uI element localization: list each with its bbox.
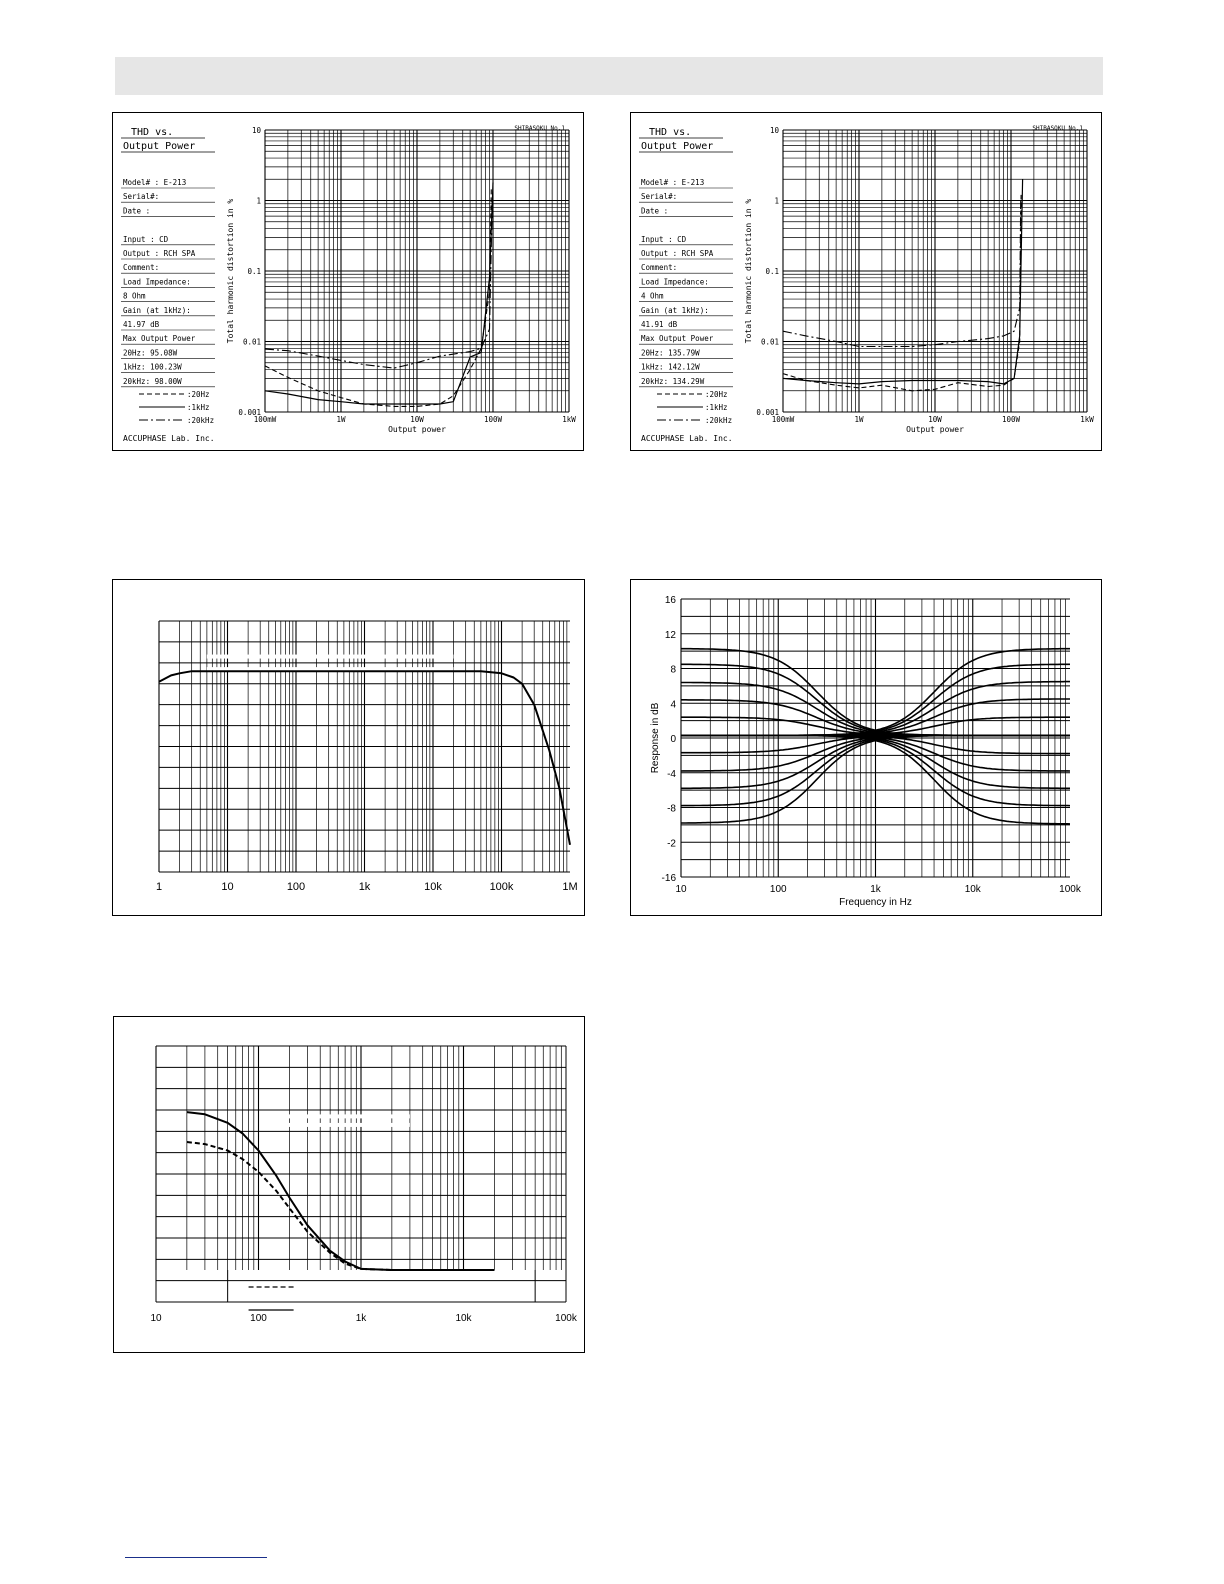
y-tick-label: -4 bbox=[667, 768, 676, 780]
x-tick-label: 1W bbox=[336, 415, 346, 424]
info-line: 1kHz: 100.23W bbox=[123, 362, 182, 372]
x-tick-label: 1W bbox=[854, 415, 864, 424]
info-line: Input : CD bbox=[641, 234, 687, 244]
chart-title-line: THD vs. bbox=[649, 127, 692, 138]
footer-rule bbox=[125, 1557, 267, 1558]
series-line-20Hz bbox=[783, 195, 1021, 391]
thd-8ohm-chart bbox=[113, 113, 583, 450]
y-tick-label: 0.001 bbox=[756, 408, 779, 417]
y-tick-label: 0.01 bbox=[760, 337, 779, 347]
y-tick-label: -16 bbox=[661, 873, 676, 884]
footer-text: ACCUPHASE Lab. Inc. bbox=[641, 434, 733, 443]
info-line: Gain (at 1kHz): bbox=[123, 305, 191, 315]
freq-response-chart bbox=[113, 580, 584, 915]
x-tick-label: 100 bbox=[250, 1313, 267, 1324]
y-tick-label: 0 bbox=[670, 734, 676, 745]
series-line-solid bbox=[187, 1112, 495, 1270]
info-line: 4 Ohm bbox=[641, 291, 664, 301]
thd-4ohm-panel bbox=[630, 112, 1102, 451]
x-tick-label: 10k bbox=[424, 881, 442, 893]
info-line: Max Output Power bbox=[123, 334, 196, 344]
stamp-text: SHIBASOKU No.1 bbox=[514, 125, 565, 132]
tone-control-panel bbox=[630, 579, 1102, 916]
legend-label: :20kHz bbox=[705, 416, 733, 425]
y-axis-label: Response in dB bbox=[650, 702, 661, 774]
x-tick-label: 10W bbox=[410, 415, 424, 424]
info-line: Model# : E-213 bbox=[123, 178, 187, 187]
x-tick-label: 10k bbox=[964, 884, 981, 895]
x-tick-label: 1M bbox=[562, 881, 578, 893]
info-line: Serial#: bbox=[123, 192, 160, 202]
info-line: Gain (at 1kHz): bbox=[641, 305, 709, 315]
y-tick-label: 10 bbox=[251, 126, 261, 135]
y-tick-label: 12 bbox=[664, 629, 676, 641]
series-line-dashed bbox=[187, 1142, 495, 1270]
x-tick-label: 10 bbox=[675, 884, 687, 895]
stamp-text: SHIBASOKU No.1 bbox=[1032, 125, 1083, 132]
y-tick-label: 16 bbox=[664, 595, 676, 606]
info-line: 20Hz: 95.08W bbox=[123, 348, 178, 358]
chart-title-line: Output Power bbox=[641, 141, 714, 152]
y-tick-label: 1 bbox=[256, 196, 261, 206]
x-tick-label: 100k bbox=[489, 881, 514, 893]
tone-control-chart bbox=[631, 580, 1101, 915]
info-line: Load Impedance: bbox=[123, 277, 191, 287]
y-tick-label: -8 bbox=[667, 803, 676, 815]
x-tick-label: 1kW bbox=[562, 415, 576, 424]
legend-label: :20Hz bbox=[705, 390, 728, 399]
info-line: Output : RCH SPA bbox=[123, 249, 196, 258]
x-tick-label: 100 bbox=[286, 881, 306, 893]
y-tick-label: 10 bbox=[769, 126, 779, 135]
thd-4ohm-chart bbox=[631, 113, 1101, 450]
info-line: Max Output Power bbox=[641, 334, 714, 344]
x-tick-label: 100W bbox=[1001, 415, 1021, 424]
x-axis-label: Frequency in Hz bbox=[839, 897, 912, 908]
x-axis-label: Output power bbox=[388, 425, 446, 434]
y-tick-label: 0.1 bbox=[247, 267, 261, 276]
x-tick-label: 1k bbox=[870, 884, 881, 895]
info-line: 20kHz: 134.29W bbox=[641, 376, 705, 386]
freq-response-panel bbox=[112, 579, 585, 916]
info-line: Serial#: bbox=[641, 192, 678, 202]
info-line: 20kHz: 98.00W bbox=[123, 376, 182, 386]
y-tick-label: 0.01 bbox=[242, 337, 261, 347]
x-tick-label: 10k bbox=[455, 1313, 472, 1324]
info-line: 20Hz: 135.79W bbox=[641, 348, 700, 358]
header-band bbox=[115, 57, 1103, 95]
info-line: Comment: bbox=[123, 263, 160, 273]
info-line: Input : CD bbox=[123, 234, 169, 244]
info-line: Date : bbox=[641, 206, 669, 216]
chart-title-line: Output Power bbox=[123, 141, 196, 152]
y-tick-label: 8 bbox=[670, 664, 676, 676]
series-line-20Hz bbox=[265, 188, 491, 406]
series-line-20kHz bbox=[265, 201, 492, 369]
info-line: Load Impedance: bbox=[641, 277, 709, 287]
x-tick-label: 10W bbox=[928, 415, 942, 424]
gap-strip bbox=[207, 655, 454, 659]
thd-8ohm-panel bbox=[112, 112, 584, 451]
legend-label: :1kHz bbox=[705, 403, 728, 412]
info-line: 1kHz: 142.12W bbox=[641, 362, 700, 372]
x-axis-label: Output power bbox=[906, 425, 964, 434]
legend-label: :1kHz bbox=[187, 403, 210, 412]
y-tick-label: 0.001 bbox=[238, 408, 261, 417]
x-tick-label: 10 bbox=[221, 881, 234, 893]
x-tick-label: 1k bbox=[355, 1313, 367, 1324]
series-line-20kHz bbox=[783, 201, 1021, 347]
series-line-1kHz bbox=[265, 183, 493, 405]
info-line: Date : bbox=[123, 206, 151, 216]
y-axis-label: Total harmonic distortion in % bbox=[226, 198, 235, 344]
x-tick-label: 100mW bbox=[253, 415, 277, 424]
gap-strip bbox=[267, 1114, 410, 1118]
x-tick-label: 1kW bbox=[1080, 415, 1094, 424]
y-tick-label: 4 bbox=[670, 699, 676, 711]
x-tick-label: 1 bbox=[155, 881, 163, 893]
info-line: 41.91 dB bbox=[641, 320, 678, 329]
y-tick-label: 1 bbox=[774, 196, 779, 206]
loudness-panel bbox=[113, 1016, 585, 1353]
info-line: Output : RCH SPA bbox=[641, 249, 714, 258]
x-tick-label: 100k bbox=[555, 1313, 577, 1324]
x-tick-label: 100mW bbox=[771, 415, 795, 424]
loudness-chart bbox=[114, 1017, 584, 1352]
y-tick-label: -2 bbox=[667, 838, 676, 850]
x-tick-label: 1k bbox=[358, 881, 371, 893]
legend-label: :20kHz bbox=[187, 416, 215, 425]
info-line: Comment: bbox=[641, 263, 678, 273]
info-line: 8 Ohm bbox=[123, 291, 146, 301]
x-tick-label: 100W bbox=[483, 415, 503, 424]
x-tick-label: 100k bbox=[1059, 884, 1081, 895]
info-line: 41.97 dB bbox=[123, 320, 160, 329]
gap-strip bbox=[267, 1123, 410, 1127]
footer-text: ACCUPHASE Lab. Inc. bbox=[123, 434, 215, 443]
y-tick-label: 0.1 bbox=[765, 267, 779, 276]
x-tick-label: 10 bbox=[150, 1313, 162, 1324]
chart-title-line: THD vs. bbox=[131, 127, 174, 138]
info-line: Model# : E-213 bbox=[641, 178, 705, 187]
x-tick-label: 100 bbox=[769, 884, 787, 895]
y-axis-label: Total harmonic distortion in % bbox=[744, 198, 753, 344]
legend-label: :20Hz bbox=[187, 390, 210, 399]
